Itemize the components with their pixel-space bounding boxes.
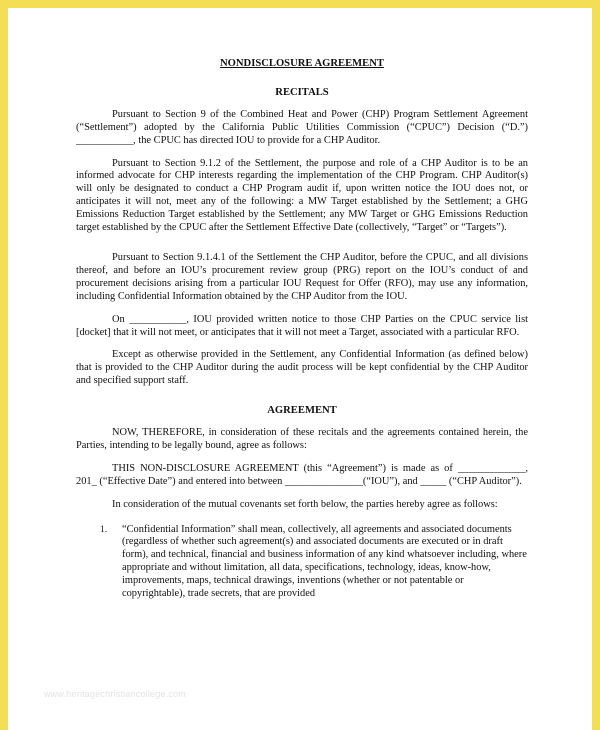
agreement-paragraph-3: In consideration of the mutual covenants set forth below, the parties hereby agree as follows:: [112, 498, 498, 510]
agreement-paragraph-1: NOW, THEREFORE, in consideration of these recitals and the agreements contained herein, the Parties, intending to be legally bound, agree as follows:: [76, 427, 528, 451]
recital-paragraph-2: Pursuant to Section 9.1.2 of the Settlement, the purpose and role of a CHP Auditor is to be an informed advocate for CHP interests regarding the implementation of the CHP Program. CHP Auditor(s) will only be designated to conduct a CHP Program audit if, upon written notice the IOU does not, or anticipates it will not, meet any of the following: a MW Target established by the Settlement; a GHG Emissions Reduction Target established by the Settlement; any MW Target or GHG Emissions Reduction target established by the CPUC after the Settlement Effective Date (collectively, “Target” or “Targets”).: [76, 157, 528, 234]
recital-paragraph-1: Pursuant to Section 9 of the Combined Heat and Power (CHP) Program Settlement Agreement (“Settlement”) adopted by the California Public Utilities Commission (“CPUC”) Decision (“D.”) ___________, the CPUC has directed IOU to provide for a CHP Auditor.: [76, 108, 528, 146]
agreement-paragraph-2: THIS NON-DISCLOSURE AGREEMENT (this “Agreement”) is made as of _____________, 201_ (“Effective Date”) and entered into between _______________(“IOU”), and _____ (“CHP Auditor”).: [76, 462, 528, 487]
document-page: [8, 8, 592, 730]
list-item-number: 1.: [100, 524, 108, 535]
recital-paragraph-4: On ___________, IOU provided written notice to those CHP Parties on the CPUC service list [docket] that it will not meet, or anticipates that it will not meet a Target, associated with a particular RFO.: [76, 313, 528, 338]
list-item-text: “Confidential Information” shall mean, collectively, all agreements and associated documents (regardless of whether such agreement(s) and associated documents are executed or in draft form), and technical, financial and business information of any kind whatsoever including, where appropriate and without limitation, all data, specifications, technology, ideas, know-how, improvements, maps, technical drawings, inventions (whether or not patentable or copyrightable), trade secrets, that are provided: [122, 523, 527, 600]
agreement-heading: AGREEMENT: [267, 405, 337, 417]
watermark-text: www.heritagechristiancollege.com: [44, 689, 186, 699]
document-title: NONDISCLOSURE AGREEMENT: [220, 58, 384, 69]
recital-paragraph-5: Except as otherwise provided in the Settlement, any Confidential Information (as defined below) that is provided to the CHP Auditor during the audit process will be kept confidential by the CHP Auditor and specified support staff.: [76, 349, 528, 387]
recital-paragraph-3: Pursuant to Section 9.1.4.1 of the Settlement the CHP Auditor, before the CPUC, and all divisions thereof, and before an IOU’s procurement review group (PRG) report on the IOU’s conduct of and procurement decisions arising from a particular IOU Request for Offer (RFO), may use any information, including Confidential Information obtained by the CHP Auditor from the IOU.: [76, 251, 528, 302]
definitions-list: [76, 524, 528, 601]
document-body: [76, 58, 528, 601]
recitals-heading: RECITALS: [275, 86, 329, 98]
list-item: [76, 524, 528, 601]
